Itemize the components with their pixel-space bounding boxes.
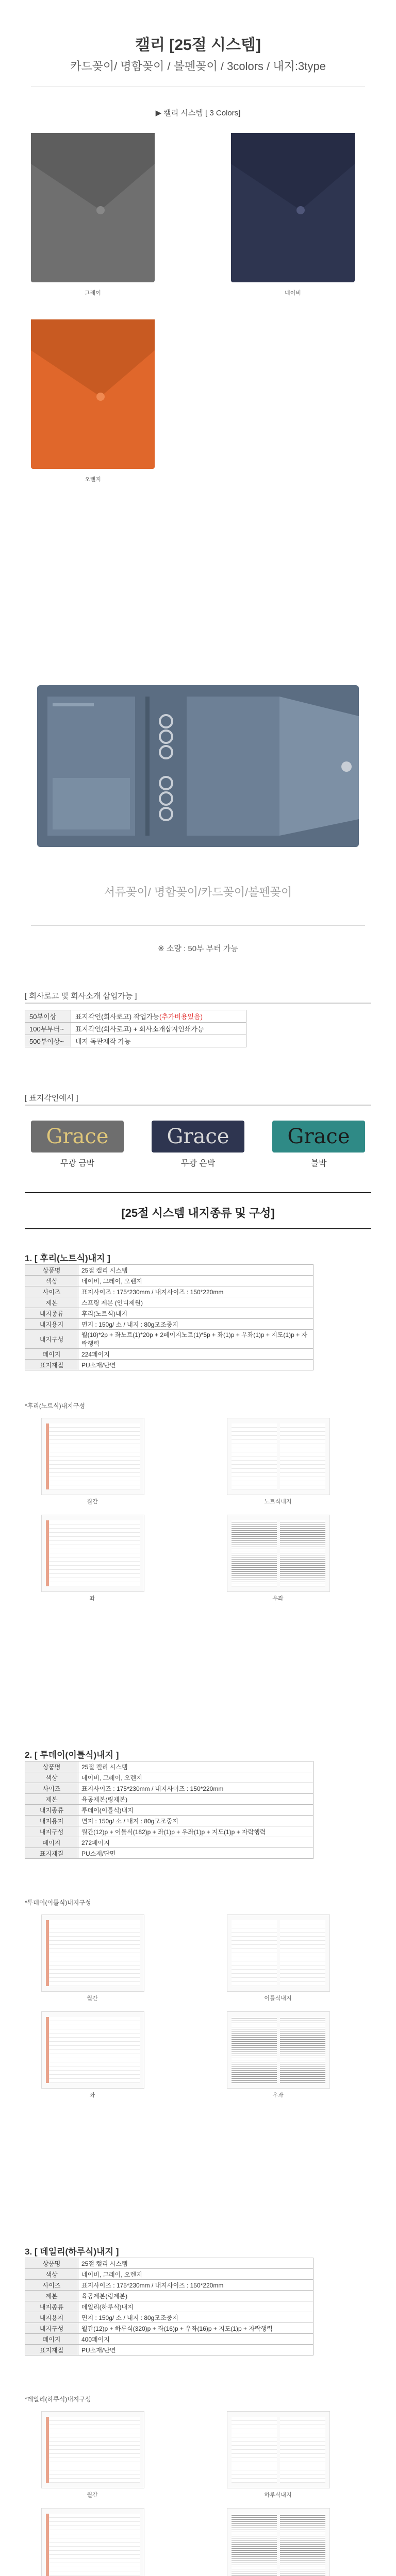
type1-spec-table (25, 1264, 314, 1370)
type3-thumb-caption: 하루식내지 (264, 2492, 292, 2498)
table-row (25, 1826, 314, 1837)
table-row (25, 1761, 314, 1772)
table-row (25, 1319, 314, 1330)
divider (25, 1003, 371, 1004)
table-row (25, 1330, 314, 1349)
table-cell: 표지사이즈 : 175*230mm / 내지사이즈 : 150*220mm (78, 1783, 314, 1794)
table-row (25, 2269, 314, 2280)
emboss-sample-silver (152, 1121, 244, 1168)
type1-thumb-right (227, 1515, 330, 1592)
table-cell: 25절 캘리 시스템 (78, 1265, 314, 1276)
table-cell: 월(10)*2p + 좌노트(1)*20p + 2페이지노트(1)*5p + 좌(1)p + 우좌(1)p + 지도(1)p + 자락행력 (78, 1330, 314, 1349)
table-cell: 상품명 (25, 1761, 78, 1772)
emboss-blind-text: Grace (272, 1121, 365, 1153)
table-cell: PU소재/단면 (78, 1848, 314, 1859)
type3-thumb-left (41, 2508, 144, 2576)
logo-options-table (25, 1010, 246, 1047)
table-cell: 면지 : 150g/ 소 / 내지 : 80g모조중지 (78, 2312, 314, 2323)
table-cell: PU소재/단면 (78, 2345, 314, 2355)
table-cell: 네이비, 그레이, 오렌지 (78, 1276, 314, 1286)
divider (25, 1228, 371, 1229)
min-order-note: ※ 소량 : 50부 부터 가능 (158, 944, 238, 953)
type3-thumb-right (227, 2508, 330, 2576)
type1-thumb-left (41, 1515, 144, 1592)
table-row (25, 2280, 314, 2291)
table-cell: 육공제본(링제본) (78, 2291, 314, 2301)
table-cell: 후리(노트식)내지 (78, 1308, 314, 1319)
type3-thumb-daily (227, 2411, 330, 2488)
page-title: 캘리 [25절 시스템] (135, 37, 261, 54)
type1-thumb-note (227, 1418, 330, 1495)
table-cell: 표지재질 (25, 1848, 78, 1859)
table-cell: 색상 (25, 1772, 78, 1783)
table-row (25, 2345, 314, 2355)
table-cell: PU소재/단면 (78, 1360, 314, 1370)
table-row (25, 1360, 314, 1370)
type1-title: 1. [ 후리(노트식)내지 ] (25, 1253, 110, 1263)
table-cell: 표지각인(회사로고) 작업가능(추가비용있음) (71, 1010, 246, 1023)
table-cell: 내지용지 (25, 1319, 78, 1330)
table-cell: 색상 (25, 2269, 78, 2280)
table-cell: 내지종류 (25, 2301, 78, 2312)
table-cell: 사이즈 (25, 1286, 78, 1297)
divider (25, 1105, 371, 1106)
table-row (25, 1308, 314, 1319)
table-cell: 표지사이즈 : 175*230mm / 내지사이즈 : 150*220mm (78, 1286, 314, 1297)
type1-thumb-caption: 노트식내지 (264, 1499, 292, 1505)
table-cell: 페이지 (25, 1837, 78, 1848)
table-cell: 페이지 (25, 1349, 78, 1360)
table-row (25, 2258, 314, 2269)
type3-title: 3. [ 데일리(하루식)내지 ] (25, 2247, 119, 2257)
page-subtitle: 카드꽂이/ 명함꽂이 / 볼펜꽂이 / 3colors / 내지:3type (70, 60, 326, 73)
table-cell: 면지 : 150g/ 소 / 내지 : 80g모조중지 (78, 1816, 314, 1826)
emboss-section-heading: [ 표지각인예시 ] (25, 1094, 78, 1103)
table-cell: 내지 독판제작 가능 (71, 1035, 246, 1047)
color-swatch-gray (31, 133, 155, 282)
type2-thumb-caption: 이틀식내지 (264, 1995, 292, 2002)
type2-thumb-twoday (227, 1914, 330, 1992)
emboss-gold-text: Grace (31, 1121, 124, 1153)
table-row (25, 1848, 314, 1859)
color-name-orange: 오렌지 (85, 477, 101, 483)
colors-heading: ▶ 캘리 시스템 [ 3 Colors] (155, 109, 241, 117)
table-cell: 상품명 (25, 1265, 78, 1276)
table-cell: 내지구성 (25, 2323, 78, 2334)
table-row (25, 1023, 246, 1035)
table-cell: 육공제본(링제본) (78, 1794, 314, 1805)
table-cell: 네이비, 그레이, 오렌지 (78, 2269, 314, 2280)
table-cell: 표지재질 (25, 2345, 78, 2355)
color-name-gray: 그레이 (85, 290, 101, 296)
table-cell: 내지종류 (25, 1805, 78, 1816)
type3-thumb-monthly (41, 2411, 144, 2488)
table-row (25, 1772, 314, 1783)
table-cell: 면지 : 150g/ 소 / 내지 : 80g모조중지 (78, 1319, 314, 1330)
divider (25, 1192, 371, 1193)
table-cell: 224페이지 (78, 1349, 314, 1360)
type2-thumb-monthly (41, 1914, 144, 1992)
planner-flap-icon (231, 133, 355, 282)
type2-thumb-right (227, 2011, 330, 2089)
table-cell: 월간(12)p + 이틀식(182)p + 좌(1)p + 우좌(1)p + 지도(1)p + 자락행력 (78, 1826, 314, 1837)
table-row (25, 1816, 314, 1826)
type3-thumb-caption: 월간 (87, 2492, 98, 2498)
table-row (25, 1035, 246, 1047)
table-cell: 내지구성 (25, 1330, 78, 1349)
table-cell: 사이즈 (25, 2280, 78, 2291)
divider (31, 925, 365, 926)
table-cell: 표지사이즈 : 175*230mm / 내지사이즈 : 150*220mm (78, 2280, 314, 2291)
table-cell: 내지종류 (25, 1308, 78, 1319)
type2-inner-label: *투데이(이틀식)내지구성 (25, 1899, 91, 1906)
emboss-silver-label: 무광 은박 (180, 1159, 216, 1168)
table-cell: 50부이상 (25, 1010, 71, 1023)
planner-flap-icon (31, 319, 155, 469)
emboss-sample-blind (272, 1121, 365, 1168)
table-cell: 월간(12)p + 하루식(320)p + 좌(16)p + 우좌(16)p + 지도(1)p + 자락행력 (78, 2323, 314, 2334)
type2-thumb-left (41, 2011, 144, 2089)
type1-thumb-caption: 우좌 (272, 1596, 284, 1602)
table-cell: 내지용지 (25, 2312, 78, 2323)
table-cell: 사이즈 (25, 1783, 78, 1794)
table-cell: 25절 캘리 시스템 (78, 1761, 314, 1772)
emboss-silver-text: Grace (152, 1121, 244, 1153)
table-row (25, 1010, 246, 1023)
table-cell: 제본 (25, 1794, 78, 1805)
color-name-navy: 네이비 (285, 290, 301, 296)
table-row (25, 2301, 314, 2312)
table-row (25, 1297, 314, 1308)
type2-thumb-caption: 우좌 (272, 2092, 284, 2098)
table-row (25, 2334, 314, 2345)
type2-thumb-caption: 월간 (87, 1995, 98, 2002)
table-cell: 상품명 (25, 2258, 78, 2269)
type1-thumb-caption: 좌 (89, 1596, 95, 1602)
table-row (25, 1837, 314, 1848)
table-cell: 스프링 제본 (인디제원) (78, 1297, 314, 1308)
emboss-sample-gold (31, 1121, 124, 1168)
table-row (25, 1805, 314, 1816)
type2-thumb-caption: 좌 (89, 2092, 95, 2098)
table-cell: 데일리(하루식)내지 (78, 2301, 314, 2312)
table-cell: 네이비, 그레이, 오렌지 (78, 1772, 314, 1783)
table-cell: 내지용지 (25, 1816, 78, 1826)
table-row (25, 1783, 314, 1794)
logo-section-heading: [ 회사로고 및 회사소개 삽입가능 ] (25, 992, 137, 1001)
emboss-gold-label: 무광 금박 (60, 1159, 95, 1168)
table-cell: 400페이지 (78, 2334, 314, 2345)
table-cell: 내지구성 (25, 1826, 78, 1837)
type3-inner-label: *데일리(하루식)내지구성 (25, 2396, 91, 2403)
table-cell: 272페이지 (78, 1837, 314, 1848)
table-row (25, 1276, 314, 1286)
color-swatch-navy (231, 133, 355, 282)
table-row (25, 2312, 314, 2323)
planner-open-image (37, 685, 359, 847)
table-row (25, 2291, 314, 2301)
type1-thumb-monthly (41, 1418, 144, 1495)
planner-inside-icon (37, 685, 359, 847)
table-cell: 표지각인(회사로고) + 회사소개삽지인쇄가능 (71, 1023, 246, 1035)
table-cell: 페이지 (25, 2334, 78, 2345)
emboss-blind-label: 블박 (310, 1159, 327, 1168)
table-row (25, 1349, 314, 1360)
table-cell: 투데이(이틀식)내지 (78, 1805, 314, 1816)
type1-thumb-caption: 월간 (87, 1499, 98, 1505)
table-cell: 100부부터~ (25, 1023, 71, 1035)
table-cell: 표지재질 (25, 1360, 78, 1370)
color-swatch-orange (31, 319, 155, 469)
table-row (25, 1265, 314, 1276)
type3-spec-table (25, 2258, 314, 2355)
inside-caption: 서류꽂이/ 명함꽂이/카드꽂이/볼펜꽂이 (104, 886, 292, 899)
type2-title: 2. [ 투데이(이틀식)내지 ] (25, 1750, 119, 1760)
table-cell: 500부이상~ (25, 1035, 71, 1047)
type1-inner-label: *후리(노트식)내지구성 (25, 1402, 85, 1410)
table-row (25, 2323, 314, 2334)
type2-spec-table (25, 1761, 314, 1859)
spec-title: [25절 시스템 내지종류 및 구성] (121, 1207, 275, 1219)
table-row (25, 1286, 314, 1297)
planner-flap-icon (31, 133, 155, 282)
table-row (25, 1794, 314, 1805)
table-cell: 제본 (25, 1297, 78, 1308)
table-cell: 25절 캘리 시스템 (78, 2258, 314, 2269)
table-cell: 색상 (25, 1276, 78, 1286)
table-cell: 제본 (25, 2291, 78, 2301)
